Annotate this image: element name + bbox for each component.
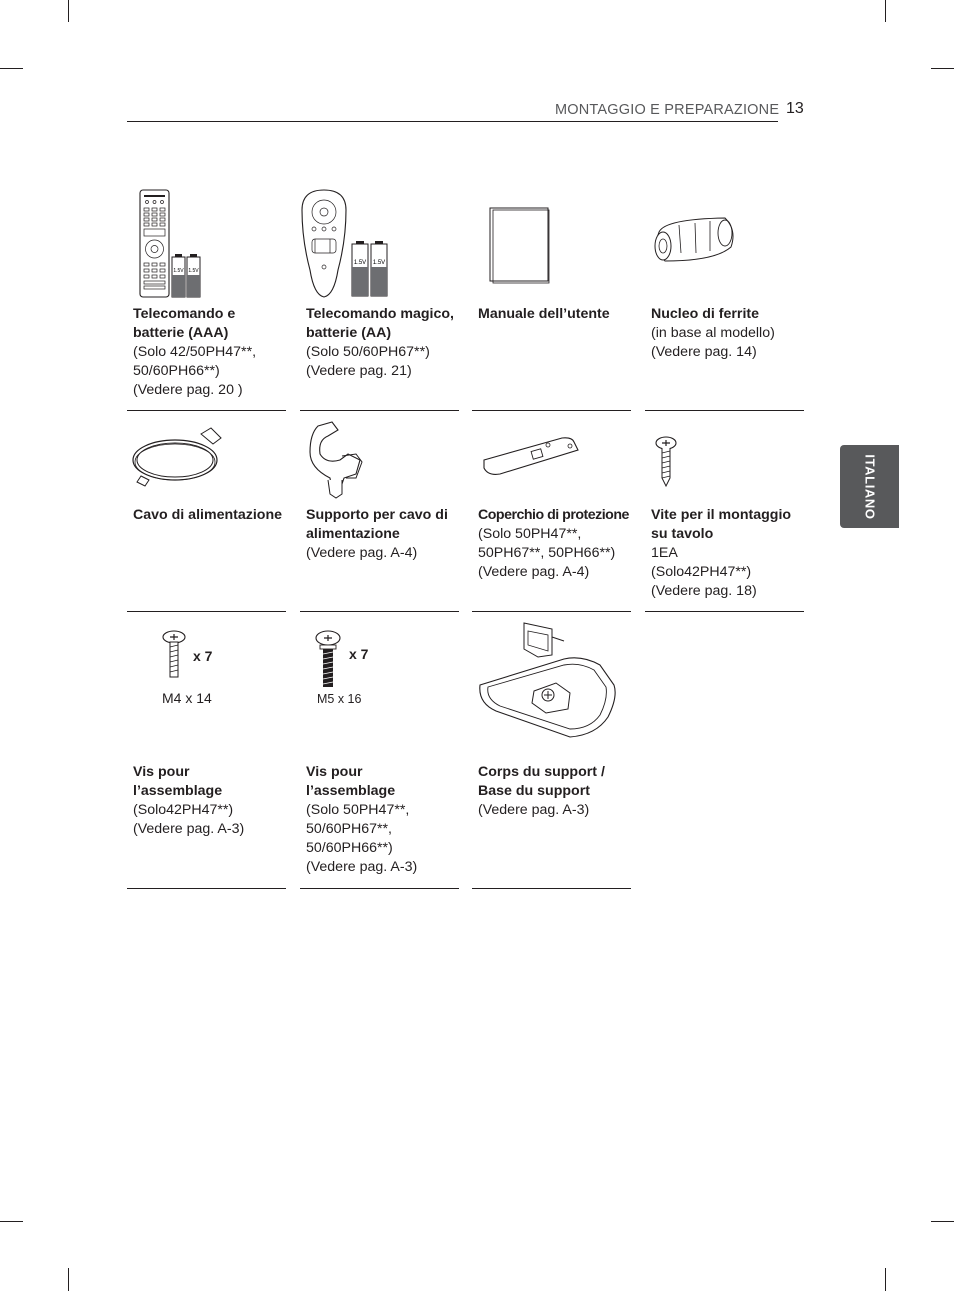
item-detail: 50/60PH67**, bbox=[306, 821, 392, 837]
item-protection-cover bbox=[472, 420, 631, 612]
item-caption bbox=[478, 506, 633, 582]
item-detail: (Solo 50PH47**, bbox=[306, 802, 410, 818]
manual-book-icon bbox=[472, 185, 631, 305]
item-divider bbox=[300, 888, 459, 889]
item-detail: 50/60PH66**) bbox=[133, 363, 220, 379]
item-name: Vis pour l’assemblage bbox=[133, 764, 223, 799]
language-tab bbox=[840, 445, 899, 528]
header-rule bbox=[127, 121, 778, 122]
crop-mark bbox=[885, 1268, 886, 1291]
ferrite-core-icon bbox=[645, 185, 804, 305]
item-divider bbox=[127, 410, 286, 411]
item-divider bbox=[472, 611, 631, 612]
item-caption bbox=[306, 506, 461, 563]
crop-mark bbox=[931, 68, 954, 69]
screw-size-label: M5 x 16 bbox=[317, 692, 362, 706]
item-name: Manuale dell’utente bbox=[478, 306, 610, 322]
power-cable-icon bbox=[127, 420, 286, 500]
crop-mark bbox=[0, 1221, 23, 1222]
item-caption bbox=[133, 763, 288, 839]
item-detail: (Vedere pag. 18) bbox=[651, 583, 757, 599]
cable-holder-icon bbox=[300, 420, 459, 505]
stand-icon bbox=[472, 615, 631, 745]
crop-mark bbox=[0, 68, 23, 69]
aa-battery-icon bbox=[352, 241, 368, 296]
quantity-label: x 7 bbox=[349, 646, 369, 662]
aaa-battery-icon bbox=[172, 254, 185, 297]
page-number: 13 bbox=[786, 100, 804, 117]
aa-battery-icon bbox=[371, 241, 387, 296]
item-detail: 50/60PH66**) bbox=[306, 840, 393, 856]
item-cable-holder bbox=[300, 420, 459, 612]
item-detail: (Vedere pag. A-3) bbox=[306, 859, 418, 875]
item-caption bbox=[133, 305, 288, 400]
item-detail: (in base al modello) bbox=[651, 325, 775, 341]
item-name: Supporto per cavo di alimentazione bbox=[306, 507, 448, 542]
item-assembly-screws-m5 bbox=[300, 620, 459, 889]
item-name: Nucleo di ferrite bbox=[651, 306, 760, 322]
item-detail: 1EA bbox=[651, 545, 678, 561]
item-divider bbox=[127, 888, 286, 889]
screw-size-label: M4 x 14 bbox=[162, 690, 212, 706]
item-caption bbox=[306, 305, 461, 381]
svg-text:1.5V: 1.5V bbox=[353, 260, 367, 266]
item-user-manual bbox=[472, 185, 631, 411]
item-caption bbox=[133, 506, 288, 525]
language-tab-label: ITALIANO bbox=[862, 453, 877, 520]
item-name: Vite per il montaggio su tavolo bbox=[651, 507, 792, 542]
item-detail: (Vedere pag. A-4) bbox=[306, 545, 418, 561]
item-name: Cavo di alimentazione bbox=[133, 507, 283, 523]
crop-mark bbox=[68, 0, 69, 22]
item-caption bbox=[651, 506, 806, 601]
item-ferrite-core bbox=[645, 185, 804, 411]
item-stand bbox=[472, 615, 631, 889]
item-detail: (Vedere pag. A-3) bbox=[133, 821, 245, 837]
item-name: Telecomando e batterie (AAA) bbox=[133, 306, 236, 341]
item-divider bbox=[472, 410, 631, 411]
item-remote-aaa bbox=[127, 185, 286, 411]
item-magic-remote bbox=[300, 185, 459, 411]
crop-mark bbox=[68, 1268, 69, 1291]
item-detail: (Solo 50PH47**, bbox=[478, 526, 582, 542]
item-divider bbox=[645, 410, 804, 411]
item-detail: 50PH67**, 50PH66**) bbox=[478, 545, 616, 561]
screw-icon bbox=[645, 420, 804, 500]
item-caption bbox=[306, 763, 461, 877]
item-detail: (Solo42PH47**) bbox=[651, 564, 752, 580]
svg-text:1.5V: 1.5V bbox=[173, 268, 184, 274]
item-name: Corps du support / Base du support bbox=[478, 764, 605, 799]
item-divider bbox=[472, 888, 631, 889]
aaa-battery-icon bbox=[187, 254, 200, 297]
item-caption bbox=[478, 763, 633, 820]
svg-text:1.5V: 1.5V bbox=[188, 268, 199, 274]
crop-mark bbox=[931, 1221, 954, 1222]
section-title: MONTAGGIO E PREPARAZIONE bbox=[555, 102, 780, 118]
item-divider bbox=[127, 611, 286, 612]
item-detail: (Vedere pag. 21) bbox=[306, 363, 412, 379]
quantity-label: x 7 bbox=[193, 648, 213, 664]
item-divider bbox=[300, 611, 459, 612]
item-detail: (Solo42PH47**) bbox=[133, 802, 234, 818]
item-detail: (Vedere pag. 14) bbox=[651, 344, 757, 360]
item-power-cable bbox=[127, 420, 286, 612]
item-name: Telecomando magico, batterie (AA) bbox=[306, 306, 454, 341]
item-detail: (Vedere pag. A-3) bbox=[478, 802, 590, 818]
item-divider bbox=[300, 410, 459, 411]
svg-text:1.5V: 1.5V bbox=[372, 260, 386, 266]
item-assembly-screws-m4 bbox=[127, 620, 286, 889]
item-table-screw bbox=[645, 420, 804, 612]
item-detail: (Vedere pag. 20 ) bbox=[133, 382, 243, 398]
item-caption bbox=[478, 305, 633, 324]
item-detail: (Solo 50/60PH67**) bbox=[306, 344, 430, 360]
item-divider bbox=[645, 611, 804, 612]
item-detail: (Vedere pag. A-4) bbox=[478, 564, 590, 580]
item-caption bbox=[651, 305, 806, 362]
item-name: Coperchio di protezione bbox=[478, 507, 629, 523]
item-detail: (Solo 42/50PH47**, bbox=[133, 344, 257, 360]
crop-mark bbox=[885, 0, 886, 22]
remote-control-illustration bbox=[127, 185, 286, 305]
magic-remote-illustration bbox=[300, 185, 459, 305]
protection-cover-icon bbox=[472, 420, 631, 500]
item-name: Vis pour l’assemblage bbox=[306, 764, 396, 799]
